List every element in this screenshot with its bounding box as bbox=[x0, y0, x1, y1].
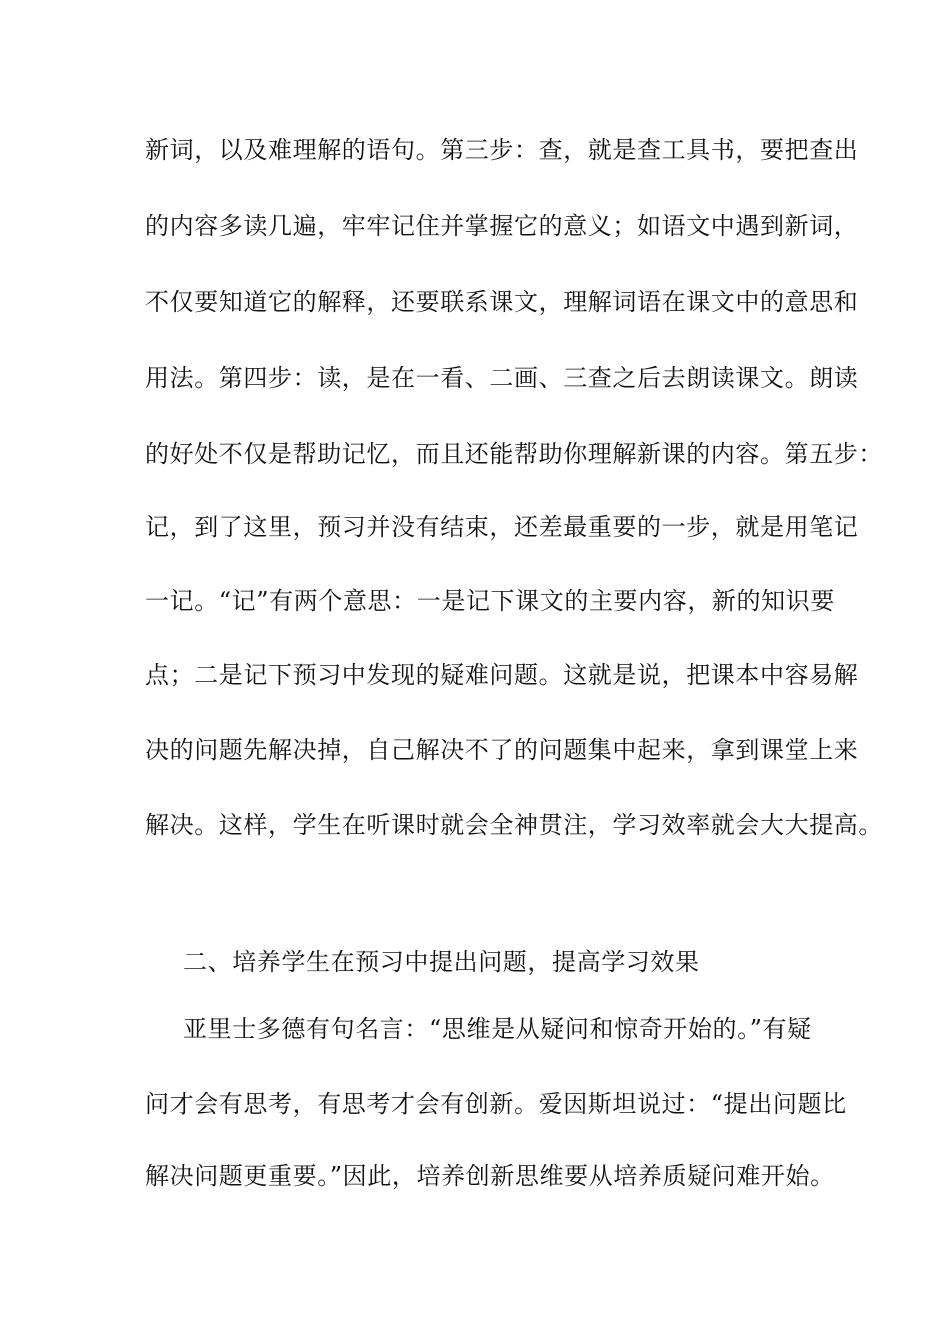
text-line: 解决。这样，学生在听课时就会全神贯注，学习效率就会大大提高。 bbox=[145, 811, 883, 839]
section-heading: 二、培养学生在预习中提出问题，提高学习效果 bbox=[183, 948, 700, 976]
text-line: 用法。第四步：读，是在一看、二画、三查之后去朗读课文。朗读 bbox=[145, 364, 859, 392]
text-line: 解决问题更重要。”因此，培养创新思维要从培养质疑问难开始。 bbox=[145, 1162, 835, 1190]
text-line: 亚里士多德有句名言：“思维是从疑问和惊奇开始的。”有疑 bbox=[183, 1015, 812, 1043]
text-line: 的内容多读几遍，牢牢记住并掌握它的意义；如语文中遇到新词， bbox=[145, 212, 859, 240]
text-line: 一记。“记”有两个意思：一是记下课文的主要内容，新的知识要 bbox=[145, 587, 835, 615]
text-line: 的好处不仅是帮助记忆，而且还能帮助你理解新课的内容。第五步： bbox=[145, 440, 883, 468]
text-line: 不仅要知道它的解释，还要联系课文，理解词语在课文中的意思和 bbox=[145, 288, 859, 316]
text-line: 记，到了这里，预习并没有结束，还差最重要的一步，就是用笔记 bbox=[145, 513, 859, 541]
text-line: 点；二是记下预习中发现的疑难问题。这就是说，把课本中容易解 bbox=[145, 661, 859, 689]
text-line: 新词，以及难理解的语句。第三步：查，就是查工具书，要把查出 bbox=[145, 136, 859, 164]
text-line: 问才会有思考，有思考才会有创新。爱因斯坦说过：“提出问题比 bbox=[145, 1090, 847, 1118]
text-line: 决的问题先解决掉，自己解决不了的问题集中起来，拿到课堂上来 bbox=[145, 736, 859, 764]
